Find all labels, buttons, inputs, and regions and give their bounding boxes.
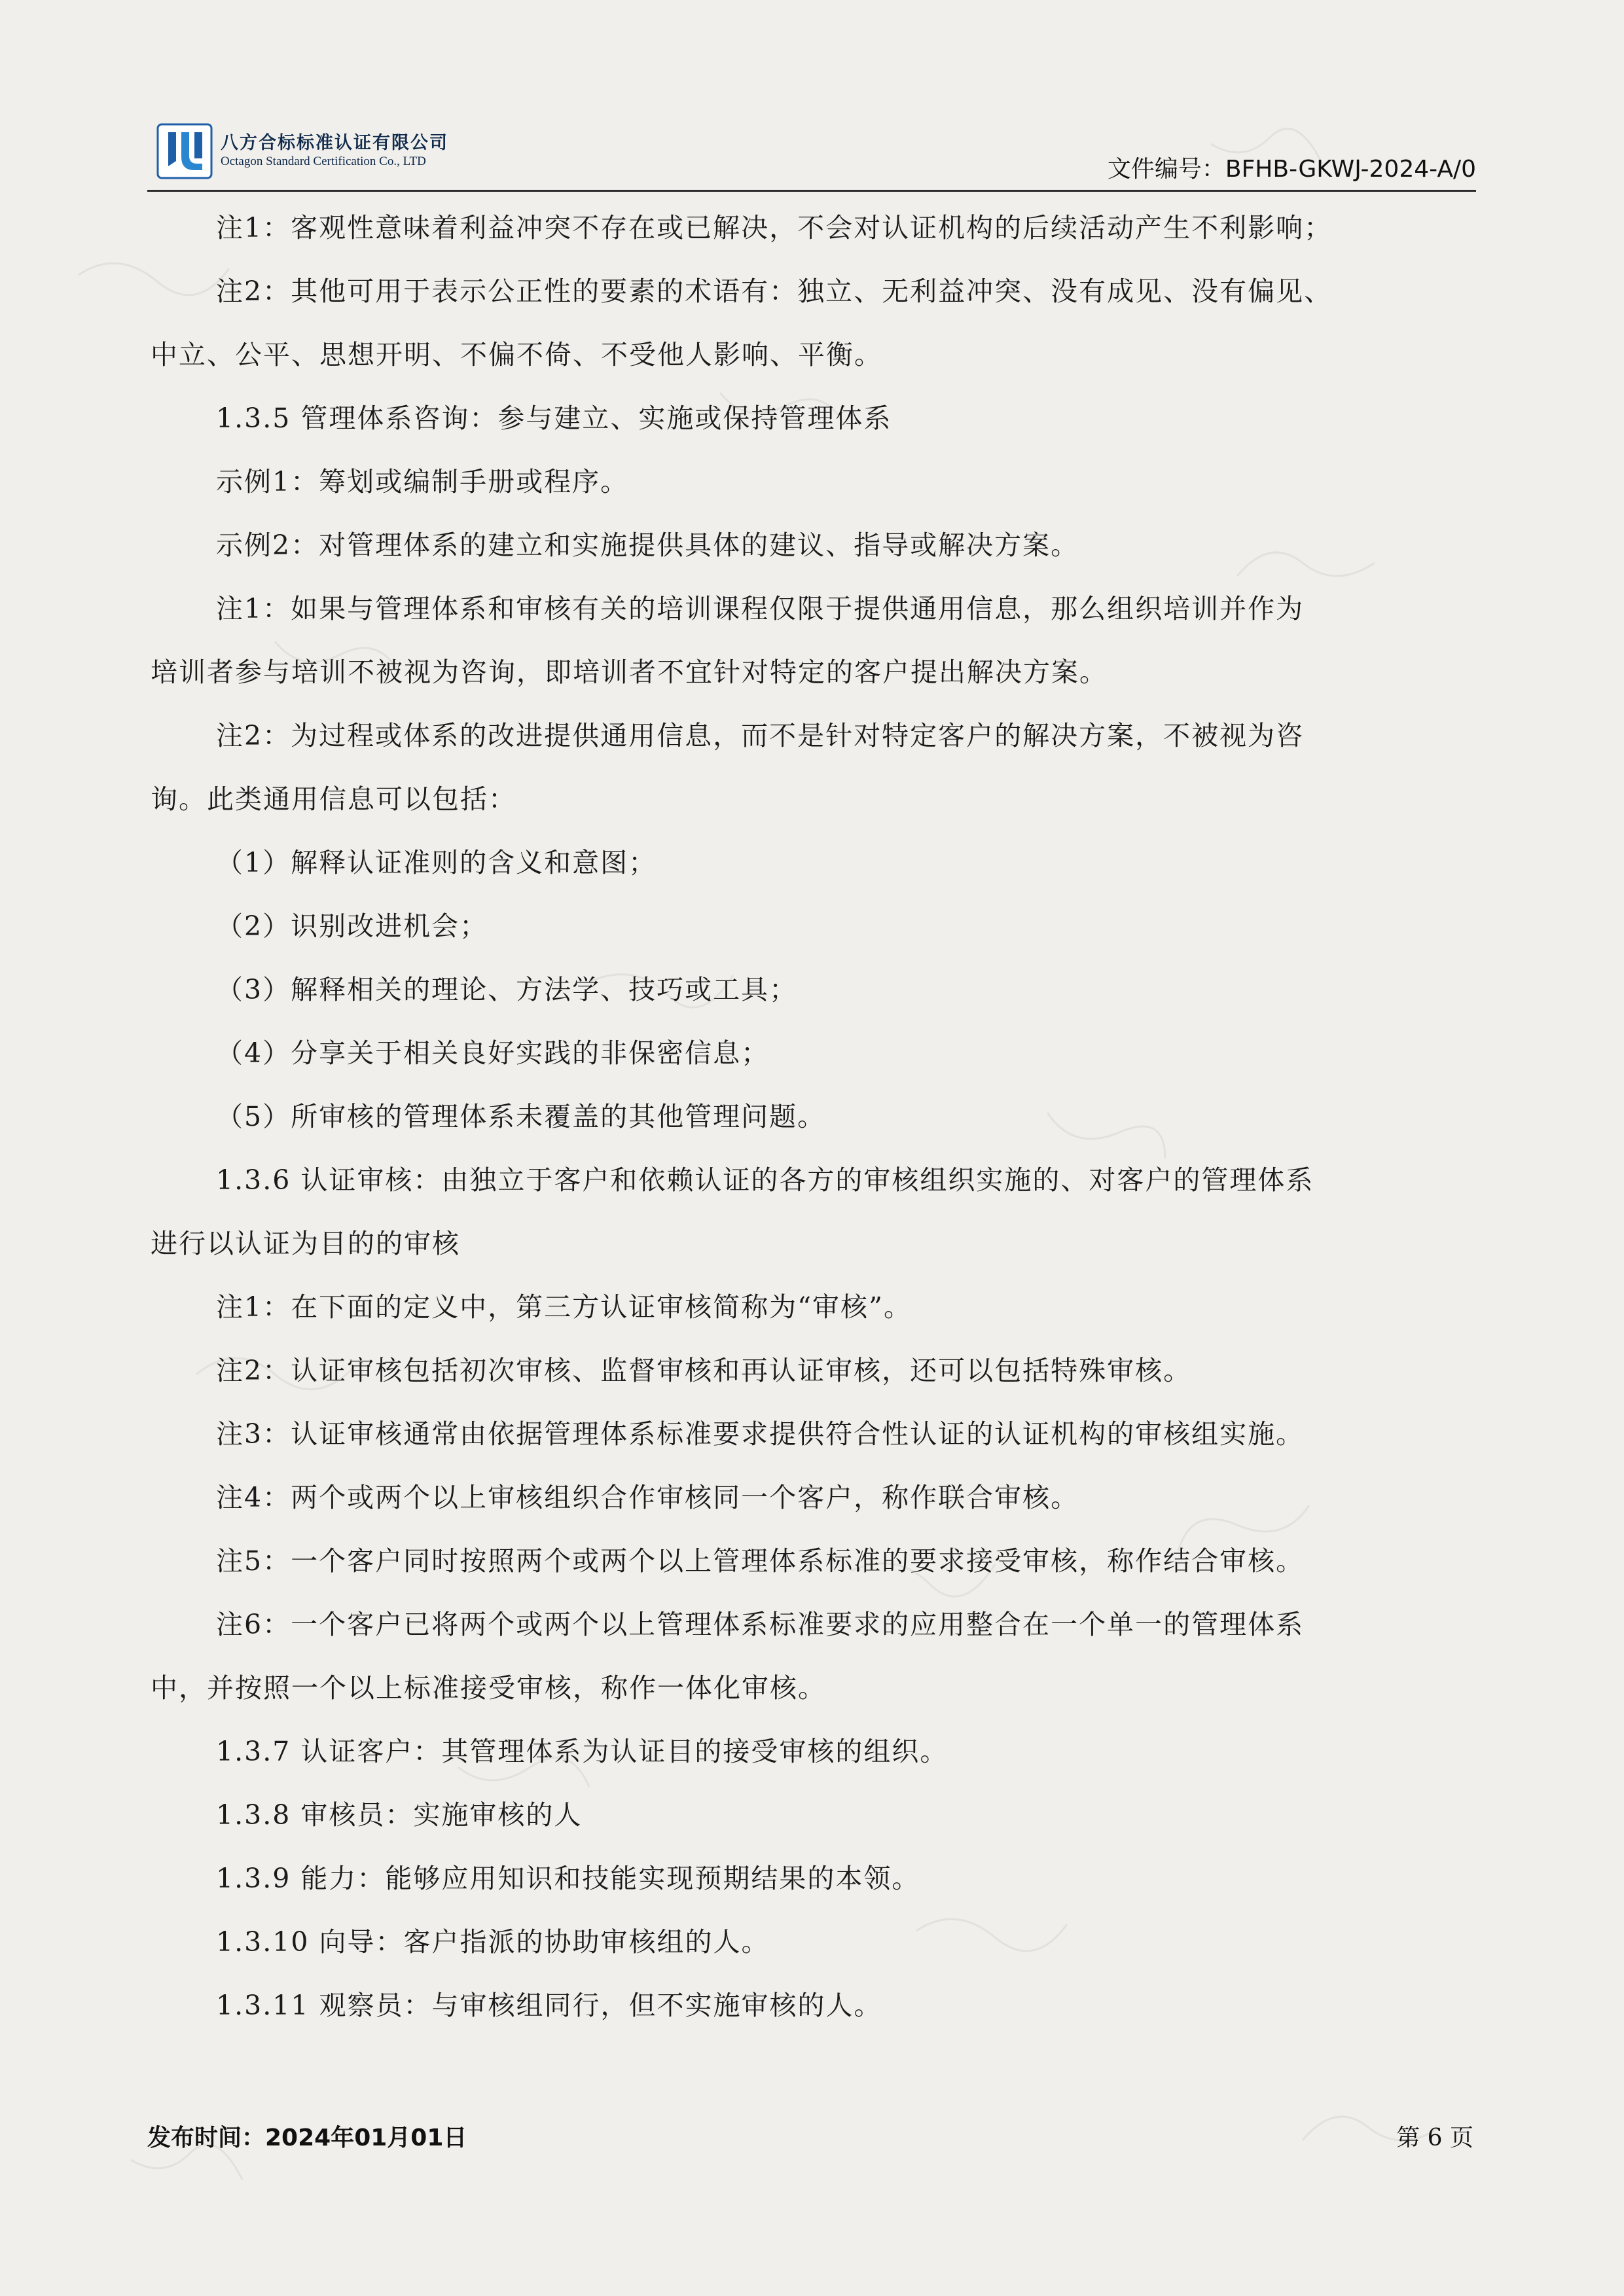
- body-line: 1.3.7 认证客户：其管理体系为认证目的接受审核的组织。: [216, 1736, 948, 1767]
- body-line: （4）分享关于相关良好实践的非保密信息；: [216, 1037, 770, 1069]
- body-line: 中立、公平、思想开明、不偏不倚、不受他人影响、平衡。: [151, 339, 882, 370]
- body-line: 注6：一个客户已将两个或两个以上管理体系标准要求的应用整合在一个单一的管理体系: [216, 1609, 1305, 1640]
- company-logo: [156, 123, 497, 179]
- page-number: 第 6 页: [1396, 2125, 1473, 2151]
- body-line: 1.3.10 向导：客户指派的协助审核组的人。: [216, 1926, 770, 1958]
- body-line: （1）解释认证准则的含义和意图；: [216, 847, 657, 878]
- body-line: 进行以认证为目的的审核: [151, 1228, 460, 1259]
- body-line: 1.3.9 能力：能够应用知识和技能实现预期结果的本领。: [216, 1863, 920, 1894]
- body-line: 注2：认证审核包括初次审核、监督审核和再认证审核，还可以包括特殊审核。: [216, 1355, 1192, 1386]
- body-line: 注1：客观性意味着利益冲突不存在或已解决，不会对认证机构的后续活动产生不利影响；: [216, 212, 1333, 243]
- body-line: 1.3.11 观察员：与审核组同行，但不实施审核的人。: [216, 1990, 882, 2021]
- page-header: [147, 117, 1476, 190]
- body-line: 询。此类通用信息可以包括：: [151, 783, 516, 815]
- body-line: （3）解释相关的理论、方法学、技巧或工具；: [216, 974, 798, 1005]
- logo-company-name-en: Octagon Standard Certification Co., LTD: [221, 154, 426, 168]
- publish-date: 发布时间：2024年01月01日: [147, 2125, 467, 2151]
- body-line: 注1：如果与管理体系和审核有关的培训课程仅限于提供通用信息，那么组织培训并作为: [216, 593, 1305, 624]
- document-body: [151, 196, 1479, 2037]
- body-line: 注3：认证审核通常由依据管理体系标准要求提供符合性认证的认证机构的审核组实施。: [216, 1418, 1305, 1450]
- body-line: 注2：其他可用于表示公正性的要素的术语有：独立、无利益冲突、没有成见、没有偏见、: [216, 276, 1333, 307]
- body-line: 注4：两个或两个以上审核组织合作审核同一个客户，称作联合审核。: [216, 1482, 1079, 1513]
- body-line: （5）所审核的管理体系未覆盖的其他管理问题。: [216, 1101, 826, 1132]
- body-line: 1.3.6 认证审核：由独立于客户和依赖认证的各方的审核组织实施的、对客户的管理体系: [216, 1164, 1314, 1196]
- body-line: 1.3.5 管理体系咨询：参与建立、实施或保持管理体系: [216, 403, 892, 434]
- body-line: 中，并按照一个以上标准接受审核，称作一体化审核。: [151, 1672, 826, 1704]
- document-number: 文件编号：BFHB-GKWJ-2024-A/0: [1107, 156, 1476, 183]
- body-line: 示例1：筹划或编制手册或程序。: [216, 466, 629, 497]
- body-line: 培训者参与培训不被视为咨询，即培训者不宜针对特定的客户提出解决方案。: [151, 656, 1108, 688]
- body-line: 注5：一个客户同时按照两个或两个以上管理体系标准的要求接受审核，称作结合审核。: [216, 1545, 1305, 1577]
- header-divider: [147, 190, 1476, 192]
- logo-company-name-cn: 八方合标标准认证有限公司: [221, 133, 448, 153]
- body-line: 注2：为过程或体系的改进提供通用信息，而不是针对特定客户的解决方案，不被视为咨: [216, 720, 1305, 751]
- company-logo-icon: [156, 123, 213, 179]
- body-line: （2）识别改进机会；: [216, 910, 488, 942]
- body-line: 注1：在下面的定义中，第三方认证审核简称为“审核”。: [216, 1291, 912, 1323]
- body-line: 1.3.8 审核员：实施审核的人: [216, 1799, 583, 1831]
- body-line: 示例2：对管理体系的建立和实施提供具体的建议、指导或解决方案。: [216, 529, 1079, 561]
